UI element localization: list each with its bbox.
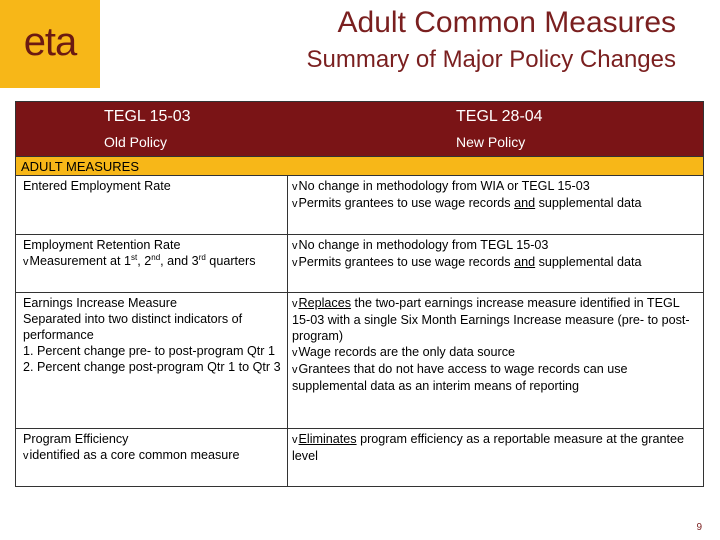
- page-number: 9: [696, 522, 702, 533]
- table-row: [16, 176, 703, 234]
- header-new-subtitle: New Policy: [456, 134, 526, 150]
- table-body: [16, 176, 703, 486]
- row-old-cell: [16, 176, 288, 234]
- bullet-item: vWage records are the only data source: [292, 345, 516, 359]
- bullet-item: vEliminates program efficiency as a reportable measure at the grantee level: [292, 432, 684, 463]
- row-new-cell: [288, 235, 703, 292]
- row-new-cell: [288, 429, 703, 486]
- table-row: [16, 292, 703, 428]
- table-row: [16, 428, 703, 486]
- bullet-item: vPermits grantees to use wage records and supplemental data: [292, 196, 642, 210]
- eta-logo: [0, 0, 100, 88]
- bullet-item: vNo change in methodology from WIA or TEGL 15-03: [292, 179, 590, 193]
- row-text: 2. Percent change post-program Qtr 1 to Qtr 3: [23, 360, 281, 374]
- diamond-bullet-icon: v: [292, 364, 298, 376]
- diamond-bullet-icon: v: [292, 257, 298, 269]
- row-old-cell: [16, 429, 288, 486]
- header-old-policy: [16, 102, 288, 156]
- bullet-item: vNo change in methodology from TEGL 15-03: [292, 238, 549, 252]
- diamond-bullet-icon: v: [292, 181, 298, 193]
- diamond-bullet-icon: v: [292, 198, 298, 210]
- row-title: Earnings Increase Measure: [23, 296, 178, 310]
- header-old-title: TEGL 15-03: [104, 108, 191, 125]
- row-title: Employment Retention Rate: [23, 238, 181, 252]
- diamond-bullet-icon: v: [292, 347, 298, 359]
- row-old-cell: [16, 235, 288, 292]
- diamond-bullet-icon: v: [292, 298, 298, 310]
- policy-table: [15, 101, 704, 487]
- row-title: Program Efficiency: [23, 432, 129, 446]
- bullet-item: vReplaces the two-part earnings increase measure identified in TEGL 15-03 with a single Six Month Earnings Increase measure (pre- to post-program): [292, 296, 690, 343]
- row-title: Entered Employment Rate: [23, 179, 171, 193]
- bullet-item: vGrantees that do not have access to wage records can use supplemental data as an interim means of reporting: [292, 362, 628, 393]
- table-row: [16, 234, 703, 292]
- diamond-bullet-icon: v: [292, 434, 298, 446]
- table-header: [16, 102, 703, 156]
- row-text: 1. Percent change pre- to post-program Qtr 1: [23, 344, 275, 358]
- page-subtitle: Summary of Major Policy Changes: [306, 46, 676, 73]
- bullet-item: vPermits grantees to use wage records and supplemental data: [292, 255, 642, 269]
- row-new-cell: [288, 176, 703, 234]
- diamond-bullet-icon: v: [23, 256, 29, 268]
- page-title: Adult Common Measures: [337, 6, 676, 39]
- header-old-subtitle: Old Policy: [104, 134, 168, 150]
- row-old-cell: [16, 293, 288, 428]
- section-adult-measures: ADULT MEASURES: [16, 156, 703, 176]
- bullet-item: vMeasurement at 1st, 2nd, and 3rd quarters: [23, 252, 256, 268]
- logo-text: eta: [23, 19, 77, 64]
- bullet-item: videntified as a core common measure: [23, 448, 240, 462]
- header-new-policy: [288, 102, 703, 156]
- row-text: Separated into two distinct indicators of performance: [23, 312, 243, 342]
- row-new-cell: [288, 293, 703, 428]
- header-new-title: TEGL 28-04: [456, 108, 543, 125]
- diamond-bullet-icon: v: [23, 450, 29, 462]
- diamond-bullet-icon: v: [292, 240, 298, 252]
